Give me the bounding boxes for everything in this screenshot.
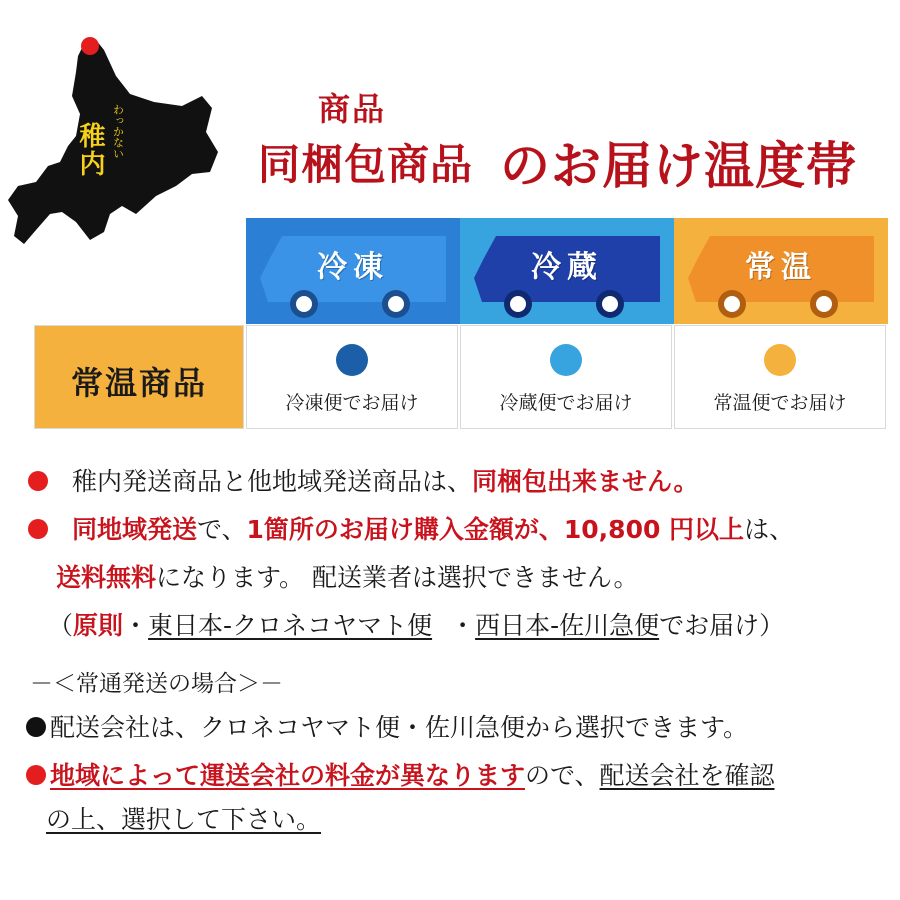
note-2-c: 1箇所のお届け購入金額が、10,800 円以上 bbox=[246, 515, 745, 544]
hokkaido-map-icon bbox=[6, 36, 220, 250]
note-4-b: ・ bbox=[123, 611, 149, 640]
note-6-c: 配送会社を確認 bbox=[599, 761, 775, 790]
chilled-dot-icon bbox=[550, 344, 582, 376]
red-bullet-icon bbox=[28, 471, 48, 491]
cell-frozen-text: 冷凍便でお届け bbox=[285, 392, 419, 414]
cell-ambient-text: 常温便でお届け bbox=[713, 392, 847, 414]
note-4-d: ・ bbox=[450, 611, 476, 640]
note-3-b: になります。 配送業者は選択できません。 bbox=[156, 563, 639, 592]
note-4-c: 東日本-クロネコヤマト便 bbox=[148, 611, 433, 640]
note-6-b: ので、 bbox=[525, 761, 600, 790]
note-3 bbox=[56, 562, 638, 594]
note-6-a: 地域によって運送会社の料金が異なります bbox=[50, 761, 526, 790]
note-2-d: は、 bbox=[744, 515, 795, 544]
truck-chilled-label: 冷蔵 bbox=[531, 250, 603, 285]
map-label-main: 稚内 bbox=[75, 122, 105, 178]
note-6 bbox=[26, 760, 775, 792]
note-5 bbox=[26, 712, 748, 744]
ambient-dot-icon bbox=[764, 344, 796, 376]
red-bullet-icon bbox=[28, 519, 48, 539]
title-main-a: 同梱包商品 bbox=[258, 140, 474, 189]
truck-chilled bbox=[460, 218, 674, 324]
note-4-a: 原則 bbox=[73, 611, 124, 640]
truck-frozen-label: 冷凍 bbox=[317, 250, 389, 285]
note-2-a: 同地域発送 bbox=[71, 515, 197, 544]
row-header bbox=[34, 325, 244, 429]
row-header-label: 常温商品 bbox=[70, 364, 207, 402]
truck-frozen bbox=[246, 218, 460, 324]
note-1-a: 稚内発送商品と他地域発送商品は、 bbox=[71, 467, 472, 496]
cell-chilled bbox=[460, 325, 672, 429]
cell-chilled-text: 冷蔵便でお届け bbox=[499, 392, 633, 414]
note-1 bbox=[28, 466, 698, 498]
note-5-text: 配送会社は、クロネコヤマト便・佐川急便から選択できます。 bbox=[50, 713, 749, 742]
title-main-b: のお届け温度帯 bbox=[500, 136, 857, 195]
map-label-kana: わっかない bbox=[111, 104, 125, 159]
note-1-b: 同梱包出来ません。 bbox=[471, 467, 699, 496]
truck-ambient-label: 常温 bbox=[745, 250, 817, 285]
truck-ambient bbox=[674, 218, 888, 324]
note-3-a: 送料無料 bbox=[56, 563, 157, 592]
note-4 bbox=[48, 610, 784, 642]
frozen-dot-icon bbox=[336, 344, 368, 376]
section-heading: －＜常通発送の場合＞－ bbox=[30, 671, 283, 697]
red-bullet-icon bbox=[26, 765, 46, 785]
black-bullet-icon bbox=[26, 717, 46, 737]
note-4-f: でお届け） bbox=[659, 611, 785, 640]
cell-ambient bbox=[674, 325, 886, 429]
cell-frozen bbox=[246, 325, 458, 429]
note-4-e: 西日本-佐川急便 bbox=[475, 611, 660, 640]
note-2-b: で、 bbox=[196, 515, 247, 544]
note-2 bbox=[28, 514, 794, 546]
title-small: 商品 bbox=[318, 90, 387, 128]
note-4-open: （ bbox=[48, 611, 74, 640]
note-7 bbox=[46, 804, 321, 836]
note-7-text: の上、選択して下さい。 bbox=[46, 805, 322, 834]
